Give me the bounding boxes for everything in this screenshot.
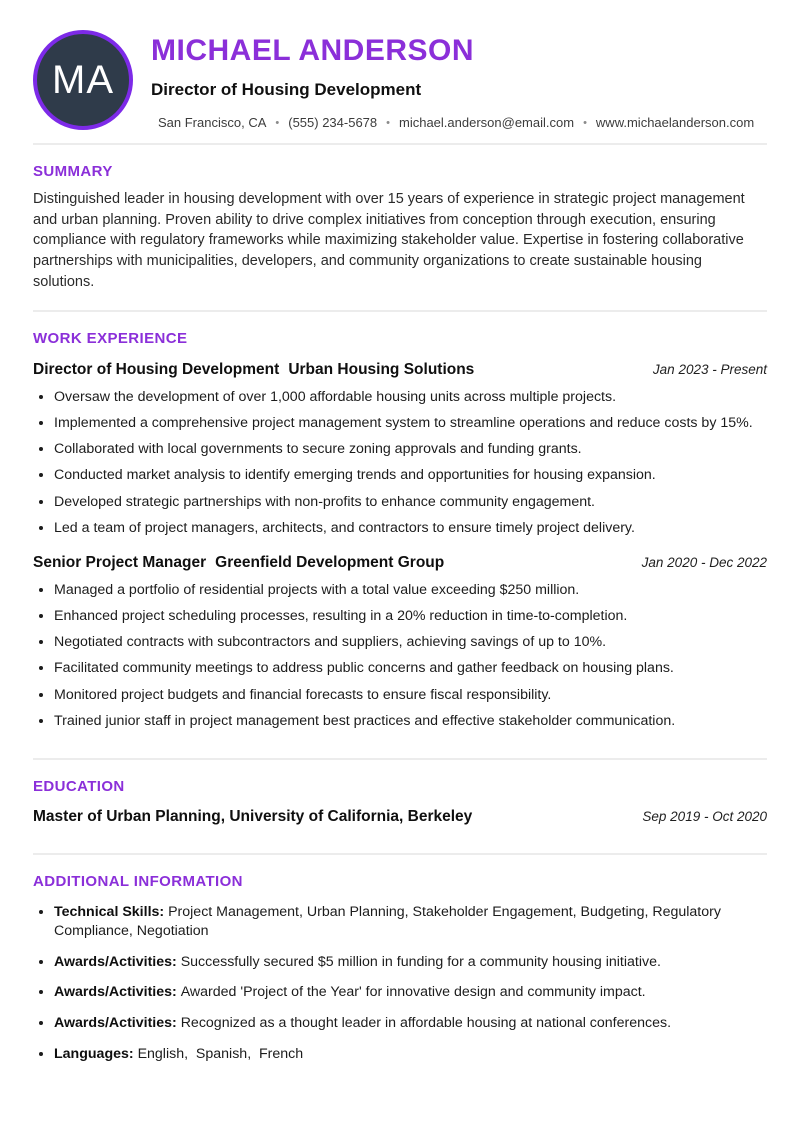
header-divider xyxy=(33,143,767,145)
additional-item xyxy=(54,903,767,941)
additional-item xyxy=(54,1014,767,1033)
education-degree: Master of Urban Planning, University of California, Berkeley xyxy=(33,807,473,825)
job-bullets xyxy=(33,582,767,731)
section-summary xyxy=(33,163,767,293)
additional-item-label: Languages: xyxy=(54,1045,138,1062)
job-bullet: • Negotiated contracts with subcontractors and suppliers, achieving savings of up to 10%. xyxy=(54,634,767,652)
job-bullet: • Developed strategic partnerships with non-profits to enhance community engagement. xyxy=(54,494,767,512)
contact-item: (555) 234-5678 xyxy=(288,115,378,130)
section-additional-information xyxy=(33,873,767,1064)
jobs-list xyxy=(33,361,767,731)
additional-item-text: Project Management, Urban Planning, Stakeholder Engagement, Budgeting, Regulatory Compliance, Negotiation xyxy=(54,903,725,939)
additional-item-label: Awards/Activities: xyxy=(54,984,181,1001)
additional-list xyxy=(33,903,767,1064)
job-bullet: • Collaborated with local governments to secure zoning approvals and funding grants. xyxy=(54,441,767,459)
job-role: Director of Housing Development xyxy=(33,360,280,378)
education-dates: Sep 2019 - Oct 2020 xyxy=(642,808,767,824)
section-divider xyxy=(33,853,767,855)
additional-item-text: Successfully secured $5 million in funding for a community housing initiative. xyxy=(180,953,661,970)
job-bullet: • Implemented a comprehensive project management system to streamline operations and reduce costs by 15%. xyxy=(54,415,767,433)
additional-item xyxy=(54,983,767,1002)
job-bullet: • Facilitated community meetings to address public concerns and gather feedback on housing plans. xyxy=(54,660,767,678)
header-text xyxy=(151,30,754,130)
candidate-title: Director of Housing Development xyxy=(151,80,422,99)
contact-row xyxy=(158,115,754,130)
job-bullet: • Enhanced project scheduling processes, resulting in a 20% reduction in time-to-completion. xyxy=(54,608,767,626)
job-bullet: • Conducted market analysis to identify emerging trends and opportunities for housing expansion. xyxy=(54,467,767,485)
contact-separator-dot: • xyxy=(386,117,390,129)
contact-item: www.michaelanderson.com xyxy=(595,115,755,130)
job-dates: Jan 2020 - Dec 2022 xyxy=(641,554,767,570)
contact-separator-dot: • xyxy=(275,117,280,129)
section-education xyxy=(33,778,767,826)
education-entry xyxy=(33,808,767,826)
section-divider xyxy=(33,758,767,760)
job-dates: Jan 2023 - Present xyxy=(652,361,767,377)
job-entry xyxy=(33,361,767,538)
summary-text: Distinguished leader in housing development with over 15 years of experience in strategic project management and urban planning. Proven ability to drive complex initiatives from conception through execution, ensuring compliance with regulatory frameworks while maximizing stakeholder value. Expertise in fostering collaborative partnerships with municipalities, developers, and community organizations to create sustainable housing solutions. xyxy=(33,191,745,290)
job-bullet: • Monitored project budgets and financial forecasts to ensure fiscal responsibility. xyxy=(54,687,767,705)
job-company: Greenfield Development Group xyxy=(215,553,445,571)
work-experience-heading: WORK EXPERIENCE xyxy=(33,329,188,347)
additional-item-text: Awarded 'Project of the Year' for innovative design and community impact. xyxy=(180,984,646,1001)
additional-item-text: English, Spanish, French xyxy=(137,1045,304,1062)
job-bullets xyxy=(33,389,767,538)
additional-item-label: Awards/Activities: xyxy=(54,953,181,970)
job-entry xyxy=(33,554,767,731)
contact-item: San Francisco, CA xyxy=(158,115,267,130)
job-header xyxy=(33,554,767,572)
additional-item xyxy=(54,1045,767,1064)
job-bullet: • Trained junior staff in project management best practices and effective stakeholder communication. xyxy=(54,713,767,731)
job-bullet: • Led a team of project managers, architects, and contractors to ensure timely project delivery. xyxy=(54,520,767,538)
job-bullet: • Oversaw the development of over 1,000 affordable housing units across multiple projects. xyxy=(54,389,767,407)
job-role: Senior Project Manager xyxy=(33,553,207,571)
section-work-experience xyxy=(33,330,767,731)
additional-item-label: Awards/Activities: xyxy=(54,1014,181,1031)
summary-heading: SUMMARY xyxy=(33,163,113,180)
job-title-company xyxy=(33,554,444,572)
candidate-name: MICHAEL ANDERSON xyxy=(151,34,475,67)
additional-item-text: Recognized as a thought leader in affordable housing at national conferences. xyxy=(180,1014,672,1031)
additional-information-heading: ADDITIONAL INFORMATION xyxy=(33,872,243,890)
job-bullet: • Managed a portfolio of residential projects with a total value exceeding $250 million. xyxy=(54,582,767,600)
job-header xyxy=(33,361,767,379)
additional-item xyxy=(54,953,767,972)
job-company: Urban Housing Solutions xyxy=(288,360,475,378)
avatar-initials: MA xyxy=(52,57,114,102)
avatar xyxy=(33,30,133,130)
job-title-company xyxy=(33,361,474,379)
education-heading: EDUCATION xyxy=(33,777,125,795)
additional-item-label: Technical Skills: xyxy=(54,903,169,920)
resume-header xyxy=(33,30,767,130)
contact-separator-dot: • xyxy=(583,117,587,129)
contact-item: michael.anderson@email.com xyxy=(399,115,575,130)
section-divider xyxy=(33,310,767,312)
